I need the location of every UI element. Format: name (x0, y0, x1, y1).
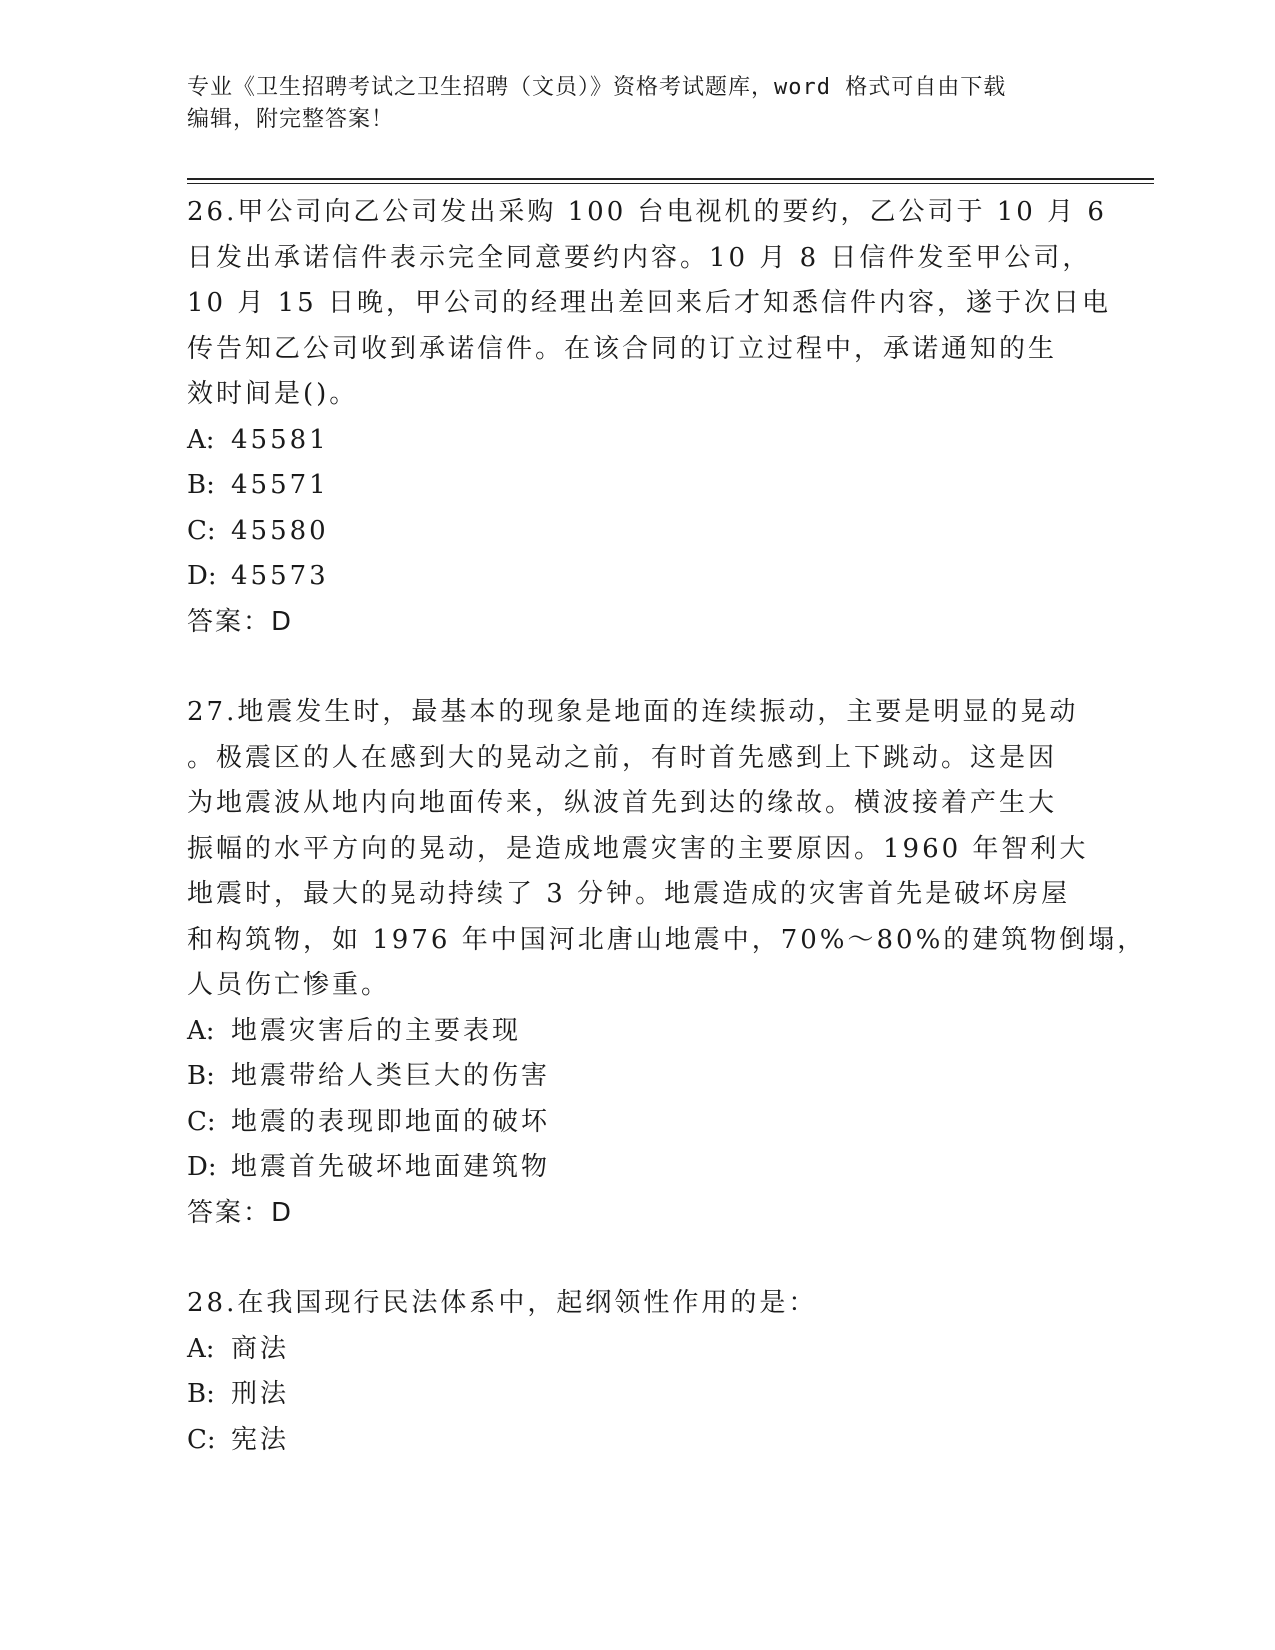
option-letter: B: (187, 470, 215, 500)
option-text: 45571 (231, 470, 329, 500)
header-line: 编辑，附完整答案！ (187, 107, 395, 132)
question-text-line: 26.甲公司向乙公司发出采购 100 台电视机的要约，乙公司于 10 月 6 (187, 197, 1107, 227)
question-28 (187, 1281, 1087, 1463)
question-26 (187, 190, 1111, 645)
question-text-line: 地震时，最大的晃动持续了 3 分钟。地震造成的灾害首先是破坏房屋 (187, 879, 1071, 909)
option-text: 地震带给人类巨大的伤害 (231, 1061, 551, 1091)
question-text-line: 效时间是()。 (187, 379, 359, 409)
option-text: 地震的表现即地面的破坏 (231, 1106, 551, 1137)
question-text-line: 27.地震发生时，最基本的现象是地面的连续振动，主要是明显的晃动 (187, 697, 1079, 727)
option-text: 45580 (231, 515, 329, 546)
option-text: 45581 (231, 424, 329, 455)
option-d (187, 554, 1087, 600)
header-line: 专业《卫生招聘考试之卫生招聘（文员）》资格考试题库，word 格式可自由下载 (187, 75, 1007, 100)
question-text-line: 为地震波从地内向地面传来，纵波首先到达的缘故。横波接着产生大 (187, 788, 1058, 818)
question-list (187, 190, 1147, 1463)
answer-line: 答案：D (187, 606, 294, 637)
option-letter: C: (187, 1424, 216, 1455)
option-b (187, 1372, 1087, 1418)
option-d (187, 1145, 1087, 1191)
question-text-line: 日发出承诺信件表示完全同意要约内容。10 月 8 日信件发至甲公司， (187, 242, 1092, 273)
question-text-line: 28.在我国现行民法体系中，起纲领性作用的是： (187, 1288, 818, 1318)
option-b (187, 463, 1087, 509)
question-text-line: 振幅的水平方向的晃动，是造成地震灾害的主要原因。1960 年智利大 (187, 833, 1089, 864)
option-letter: B: (187, 1061, 215, 1091)
option-letter: C: (187, 515, 216, 546)
option-a (187, 1327, 1087, 1373)
question-text-line: 10 月 15 日晚，甲公司的经理出差回来后才知悉信件内容，遂于次日电 (187, 288, 1111, 318)
question-spacer (187, 1236, 1087, 1281)
option-text: 宪法 (231, 1424, 290, 1455)
option-text: 刑法 (231, 1379, 290, 1409)
document-header (187, 72, 1067, 136)
option-letter: D: (187, 1152, 217, 1182)
option-b (187, 1054, 1087, 1100)
option-text: 45573 (231, 561, 329, 591)
option-text: 地震首先破坏地面建筑物 (231, 1152, 551, 1182)
question-text-line: 和构筑物，如 1976 年中国河北唐山地震中，70%～80%的建筑物倒塌， (187, 924, 1147, 955)
option-letter: B: (187, 1379, 215, 1409)
option-c (187, 1100, 1087, 1146)
option-text: 地震灾害后的主要表现 (231, 1015, 522, 1046)
option-letter: D: (187, 561, 217, 591)
option-letter: C: (187, 1106, 216, 1137)
option-letter: A: (187, 1333, 215, 1364)
question-text-line: 人员伤亡惨重。 (187, 970, 391, 1000)
header-divider-thin (187, 183, 1154, 184)
option-a (187, 418, 1087, 464)
question-27 (187, 690, 1147, 1236)
question-spacer (187, 645, 1087, 690)
option-c (187, 1418, 1087, 1464)
answer-line: 答案：D (187, 1197, 294, 1228)
option-letter: A: (187, 1015, 215, 1046)
option-a (187, 1009, 1087, 1055)
question-text-line: 传告知乙公司收到承诺信件。在该合同的订立过程中，承诺通知的生 (187, 333, 1058, 364)
option-text: 商法 (231, 1333, 290, 1364)
question-text-line: 。极震区的人在感到大的晃动之前，有时首先感到上下跳动。这是因 (187, 742, 1058, 773)
option-c (187, 509, 1087, 555)
option-letter: A: (187, 424, 215, 455)
header-divider-thick (187, 178, 1154, 180)
